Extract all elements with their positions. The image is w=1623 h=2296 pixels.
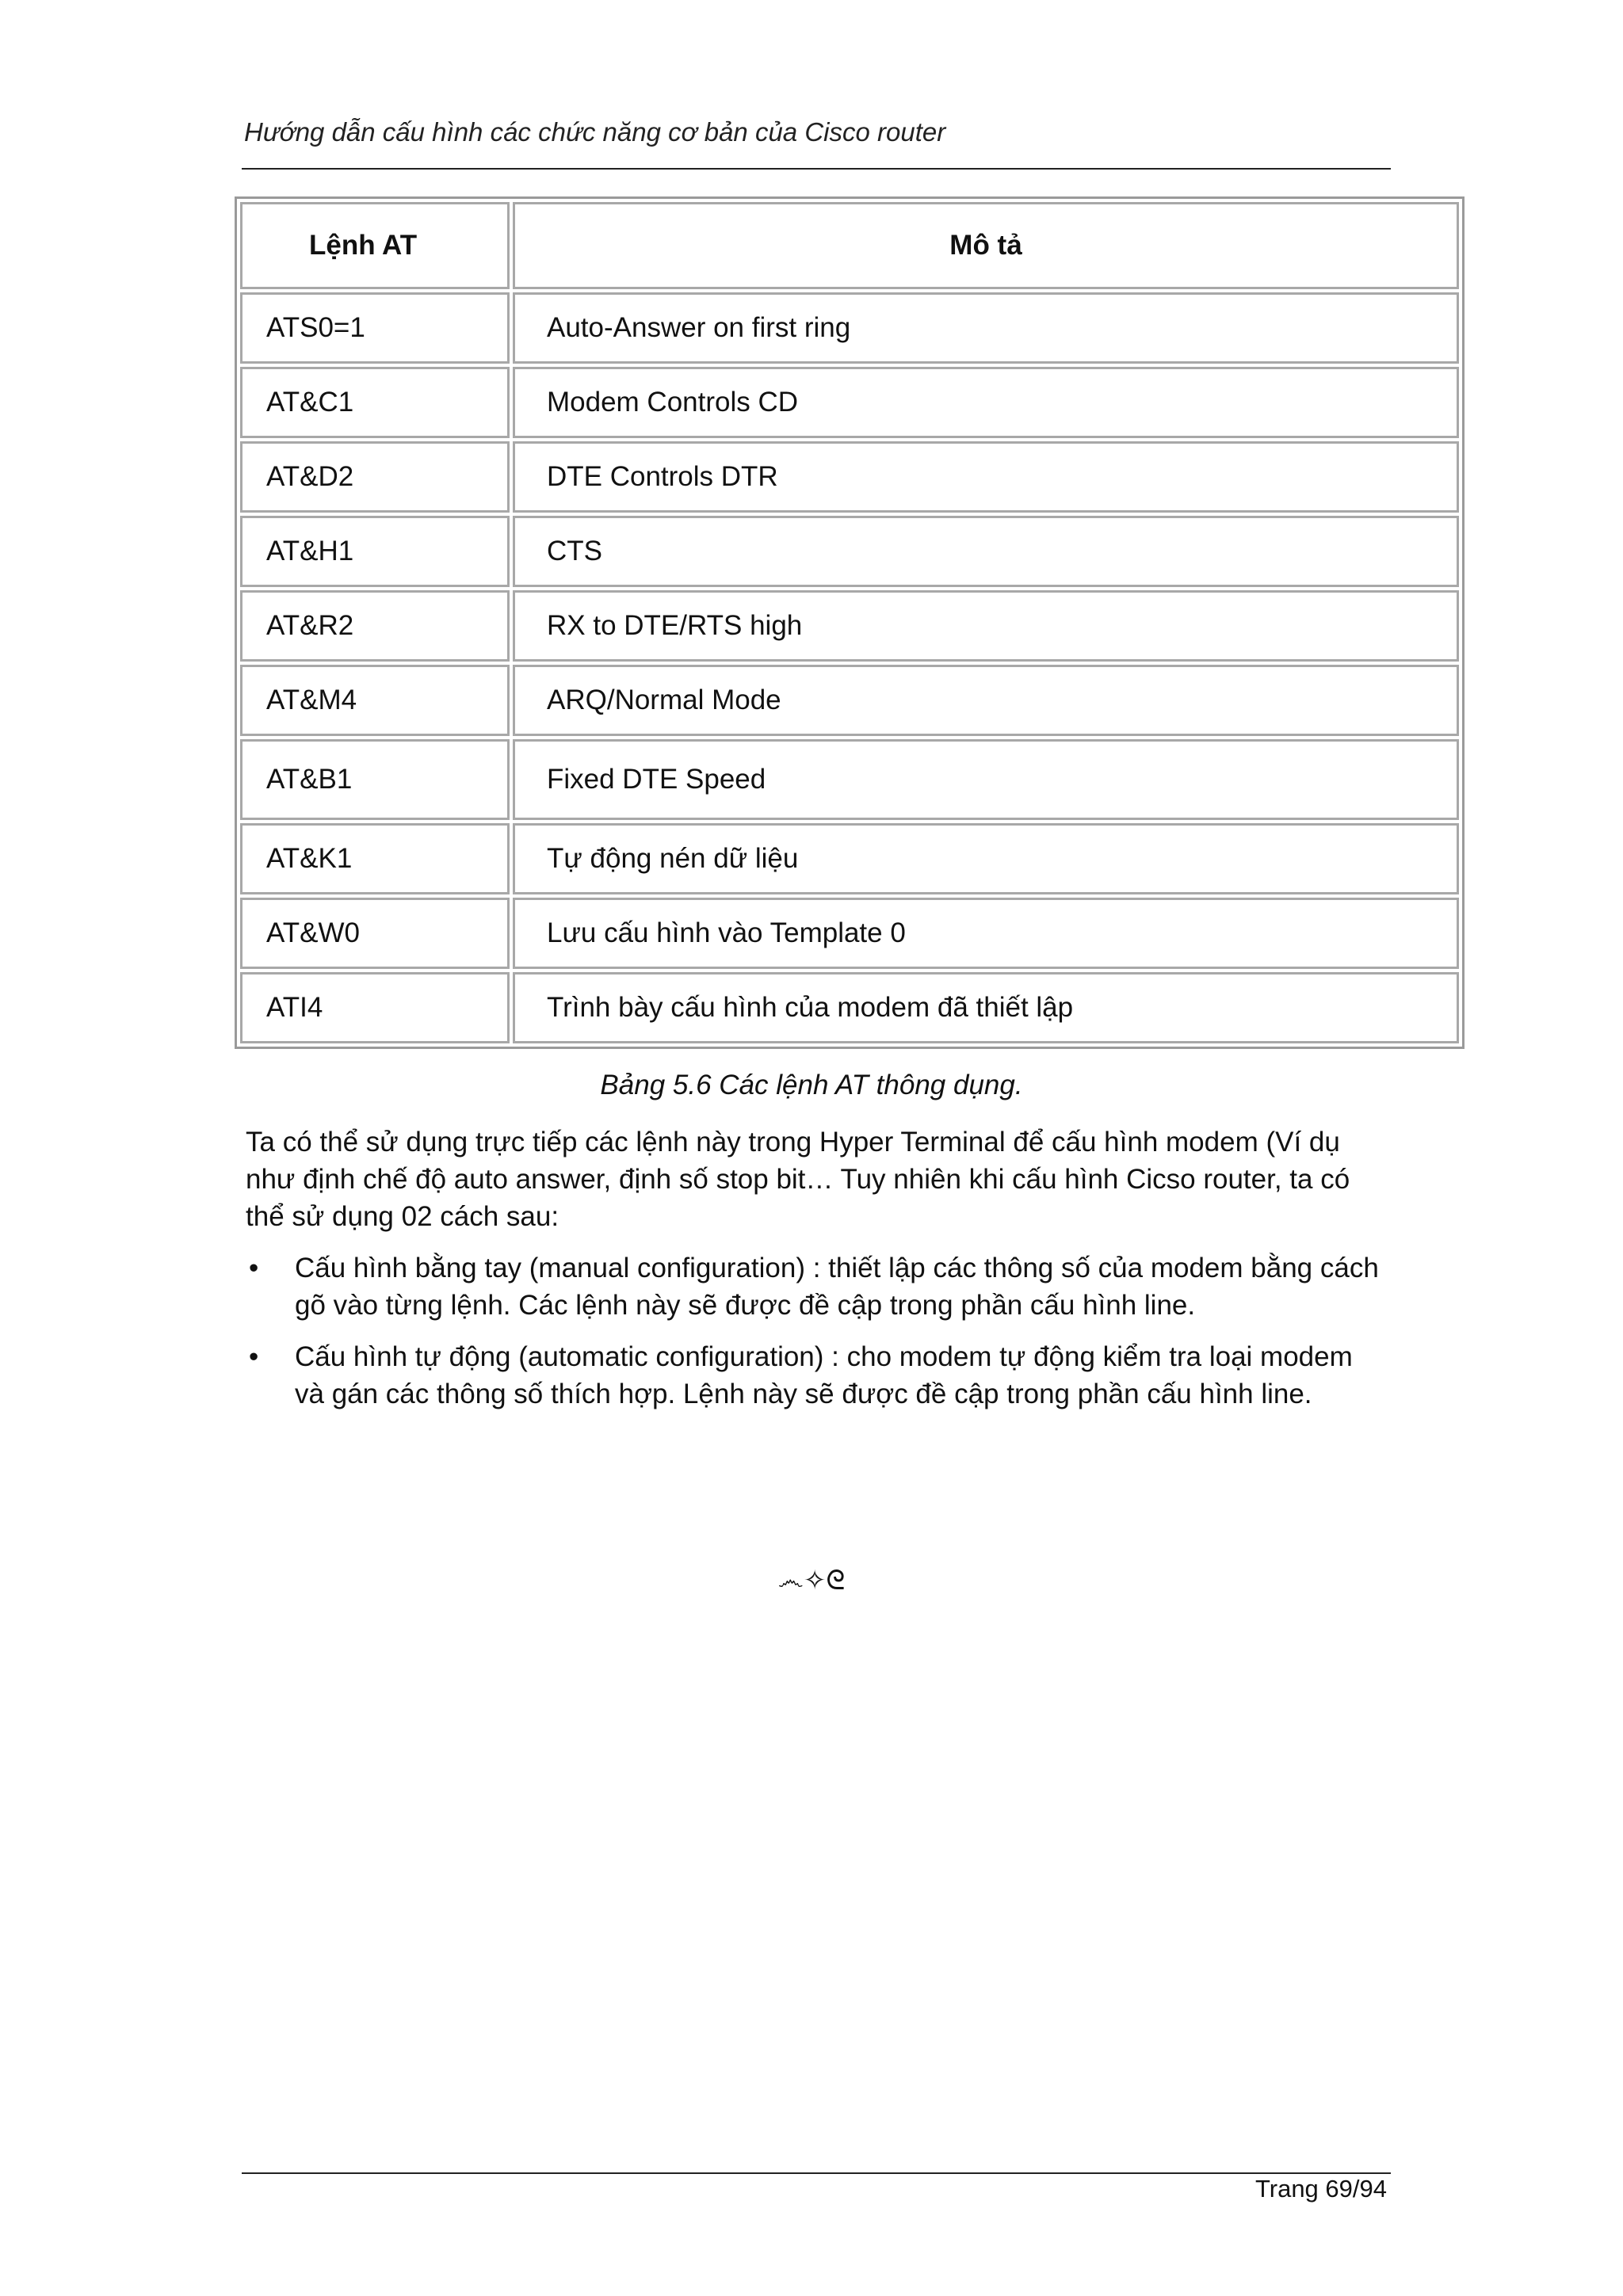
page-header-title: Hướng dẫn cấu hình các chức năng cơ bản của Cisco router: [244, 117, 946, 147]
intro-paragraph: Ta có thể sử dụng trực tiếp các lệnh này trong Hyper Terminal để cấu hình modem (Ví dụ như định chế độ auto answer, định số stop bit… Tuy nhiên khi cấu hình Cicso router, ta có thể sử dụng 02 cách sau:: [246, 1127, 1350, 1232]
table-row: [240, 972, 1459, 1043]
column-header-description: Mô tả: [513, 202, 1459, 289]
header-divider: [242, 168, 1391, 170]
command-cell: ATS0=1: [240, 292, 510, 364]
body-text: [246, 1123, 1387, 1427]
section-end-ornament: ෴✧ᘓ: [777, 1565, 846, 1596]
column-header-command: Lệnh AT: [240, 202, 510, 289]
description-cell: CTS: [513, 516, 1459, 587]
table-row: [240, 516, 1459, 587]
command-cell: AT&W0: [240, 898, 510, 969]
at-commands-table-container: [235, 196, 1465, 1049]
table-row: [240, 367, 1459, 438]
bullet-text: Cấu hình tự động (automatic configuration) : cho modem tự động kiểm tra loại modem và gán các thông số thích hợp. Lệnh này sẽ được đề cập trong phần cấu hình line.: [295, 1341, 1353, 1409]
page-number: Trang 69/94: [1254, 2175, 1387, 2203]
bullet-icon: •: [249, 1253, 259, 1283]
table-row: [240, 898, 1459, 969]
command-cell: ATI4: [240, 972, 510, 1043]
command-cell: AT&M4: [240, 665, 510, 736]
table-row: [240, 441, 1459, 513]
footer-divider: [242, 2172, 1391, 2174]
table-row: [240, 823, 1459, 894]
description-cell: Auto-Answer on first ring: [513, 292, 1459, 364]
bullet-text: Cấu hình bằng tay (manual configuration) : thiết lập các thông số của modem bằng cách gõ vào từng lệnh. Các lệnh này sẽ được đề cập trong phần cấu hình line.: [295, 1253, 1379, 1321]
bullet-list: [246, 1249, 1387, 1413]
table-caption: Bảng 5.6 Các lệnh AT thông dụng.: [600, 1070, 1023, 1100]
table-row: [240, 590, 1459, 662]
description-cell: Modem Controls CD: [513, 367, 1459, 438]
description-cell: DTE Controls DTR: [513, 441, 1459, 513]
description-cell: Trình bày cấu hình của modem đã thiết lập: [513, 972, 1459, 1043]
table-header-row: [240, 202, 1459, 289]
description-cell: Lưu cấu hình vào Template 0: [513, 898, 1459, 969]
list-item: [246, 1249, 1387, 1324]
command-cell: AT&K1: [240, 823, 510, 894]
command-cell: AT&B1: [240, 739, 510, 820]
description-cell: Tự động nén dữ liệu: [513, 823, 1459, 894]
command-cell: AT&D2: [240, 441, 510, 513]
description-cell: ARQ/Normal Mode: [513, 665, 1459, 736]
table-row: [240, 665, 1459, 736]
table-row: [240, 292, 1459, 364]
at-commands-table: [235, 196, 1465, 1049]
bullet-icon: •: [249, 1341, 259, 1372]
table-row: [240, 739, 1459, 820]
description-cell: Fixed DTE Speed: [513, 739, 1459, 820]
command-cell: AT&R2: [240, 590, 510, 662]
list-item: [246, 1338, 1387, 1413]
description-cell: RX to DTE/RTS high: [513, 590, 1459, 662]
command-cell: AT&C1: [240, 367, 510, 438]
command-cell: AT&H1: [240, 516, 510, 587]
